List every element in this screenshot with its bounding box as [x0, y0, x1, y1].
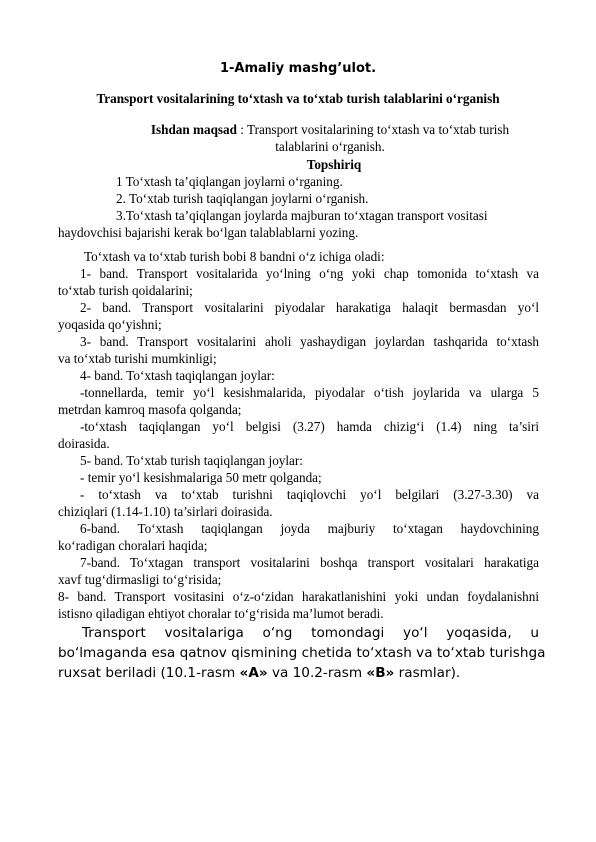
body-line: 2- band. Transport vositalarini piyodalar harakatiga halaqit bermasdan yo‘l [80, 300, 539, 315]
final-paragraph-line2: bo‘lmaganda esa qatnov qismining chetida to‘xtash va to‘xtab turishga [58, 645, 546, 661]
goal-text-line1: : Transport vositalarining to‘xtash va to‘xtab turish [236, 122, 510, 137]
body-line: 3- band. Transport vositalarini aholi yashaydigan joylardan tashqarida to‘xtash [80, 334, 539, 349]
body-line: 4- band. To‘xtash taqiqlangan joylar: [80, 368, 275, 383]
body-line: -to‘xtash taqiqlangan yo‘l belgisi (3.27) hamda chizig‘i (1.4) ning ta’siri [80, 419, 539, 434]
final-text-pre: ruxsat beriladi (10.1-rasm [58, 665, 240, 681]
body-line: - to‘xtash va to‘xtab turishni taqiqlovchi yo‘l belgilari (3.27-3.30) va [80, 487, 539, 502]
goal-block [140, 122, 520, 156]
body-line: -tonnellarda, temir yo‘l kesishmalarida, piyodalar o‘tish joylarida va ularga 5 [80, 385, 539, 400]
final-paragraph-line3 [58, 665, 460, 681]
page-title: 1-Amaliy mashg’ulot. [219, 61, 377, 76]
body-line: istisno qiladigan ehtiyot choralar to‘g‘risida ma’lumot beradi. [58, 606, 384, 621]
task-item-3-cont: haydovchisi bajarishi kerak bo‘lgan talablablarni yozing. [58, 225, 359, 240]
final-text-mid: va 10.2-rasm [267, 665, 367, 681]
body-line: - temir yo‘l kesishmalariga 50 metr qolganda; [80, 470, 322, 485]
body-line: metrdan kamroq masofa qolganda; [58, 402, 242, 417]
body-line: yoqasida qo‘yishni; [58, 317, 162, 332]
body-line: doirasida. [58, 436, 110, 451]
body-line: 6-band. To‘xtash taqiqlangan joyda majburiy to‘xtagan haydovchining [80, 521, 539, 536]
body-line: 1- band. Transport vositalarida yo‘lning o‘ng yoki chap tomonida to‘xtash va [80, 266, 539, 281]
goal-text-line2: talablarini o‘rganish. [275, 138, 385, 154]
final-text-post: rasmlar). [394, 665, 461, 681]
task-item-3: 3.To‘xtash ta’qiqlangan joylarda majburan to‘xtagan transport vositasi [116, 208, 488, 223]
body-line: ko‘radigan choralari haqida; [58, 538, 208, 553]
task-item-2: 2. To‘xtab turish taqiqlangan joylarni o‘rganish. [116, 191, 369, 206]
body-line: To‘xtash va to‘xtab turish bobi 8 bandni o‘z ichiga oladi: [84, 249, 385, 264]
figure-ref-b: «B» [366, 665, 395, 681]
body-line: va to‘xtab turishi mumkinligi; [58, 351, 217, 366]
body-line: chiziqlari (1.14-1.10) ta’sirlari doirasida. [58, 504, 273, 519]
goal-label: Ishdan maqsad [150, 122, 237, 137]
body-line: 8- band. Transport vositasini o‘z-o‘zidan harakatlanishini yoki undan foydalanishni [58, 589, 539, 604]
body-line: 7-band. To‘xtagan transport vositalarini boshqa transport vositalari harakatiga [80, 555, 539, 570]
body-line: 5- band. To‘xtab turish taqiqlangan joylar: [80, 453, 303, 468]
body-line: xavf tug‘dirmasligi to‘g‘risida; [58, 572, 222, 587]
task-item-1: 1 To‘xtash ta’qiqlangan joylarni o‘rganing. [116, 174, 343, 189]
tasks-heading: Topshiriq [306, 157, 362, 172]
final-paragraph-line1: Transport vositalariga o‘ng tomondagi yo‘l yoqasida, u [82, 625, 539, 641]
body-line: to‘xtab turish qoidalarini; [58, 283, 193, 298]
figure-ref-a: «A» [239, 665, 268, 681]
subtitle: Transport vositalarining to‘xtash va to‘xtab turish talablarini o‘rganish [96, 91, 500, 106]
